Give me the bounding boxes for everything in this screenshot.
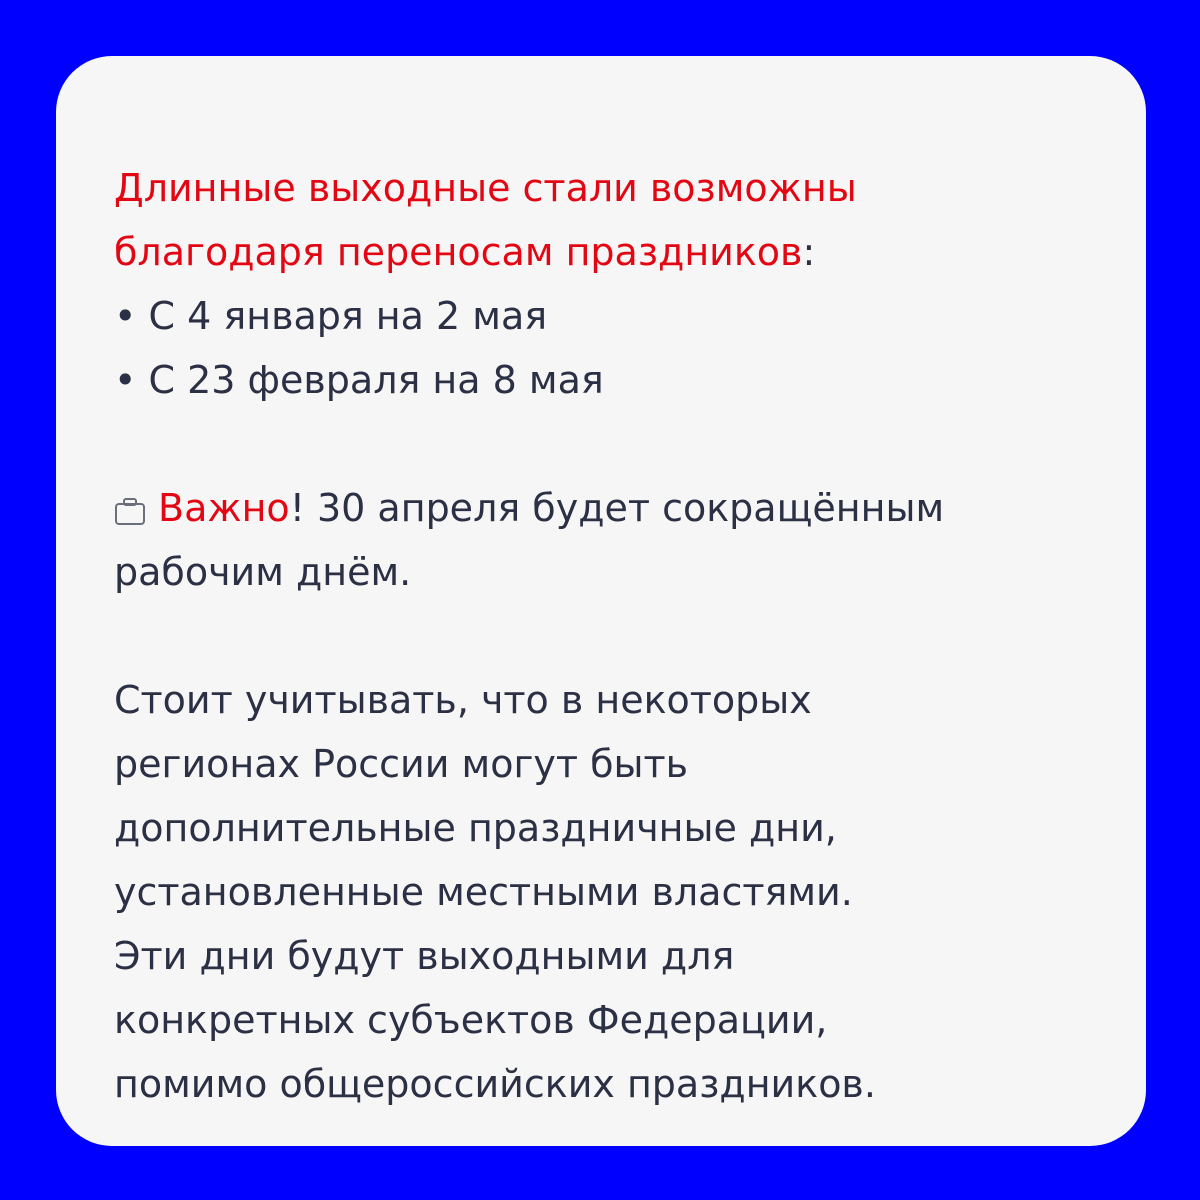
spacer [114, 604, 1090, 668]
transfer-item-1: • С 4 января на 2 мая [114, 294, 548, 338]
notice-line-1 [114, 476, 1090, 540]
notice-text: ! 30 апреля будет сокращённым [289, 486, 945, 530]
paragraph-line-1: Стоит учитывать, что в некоторых [114, 678, 812, 722]
heading-line-1: Длинные выходные стали возможны [114, 166, 857, 210]
heading-line-2 [114, 220, 1090, 284]
paragraph-line-2: регионах России могут быть [114, 742, 689, 786]
notice-accent: Важно [158, 486, 290, 530]
briefcase-icon [114, 488, 146, 528]
heading-accent: благодаря переносам праздников [114, 230, 803, 274]
transfer-item-2: • С 23 февраля на 8 мая [114, 358, 604, 402]
notice-line-2: рабочим днём. [114, 550, 412, 594]
paragraph-line-5: Эти дни будут выходными для [114, 934, 735, 978]
paragraph-line-3: дополнительные праздничные дни, [114, 806, 837, 850]
paragraph-line-6: конкретных субъектов Федерации, [114, 998, 828, 1042]
paragraph-line-4: установленные местными властями. [114, 870, 853, 914]
info-card [56, 56, 1146, 1146]
paragraph-line-7: помимо общероссийских праздников. [114, 1062, 876, 1106]
heading-colon: : [802, 230, 816, 274]
spacer [114, 412, 1090, 476]
